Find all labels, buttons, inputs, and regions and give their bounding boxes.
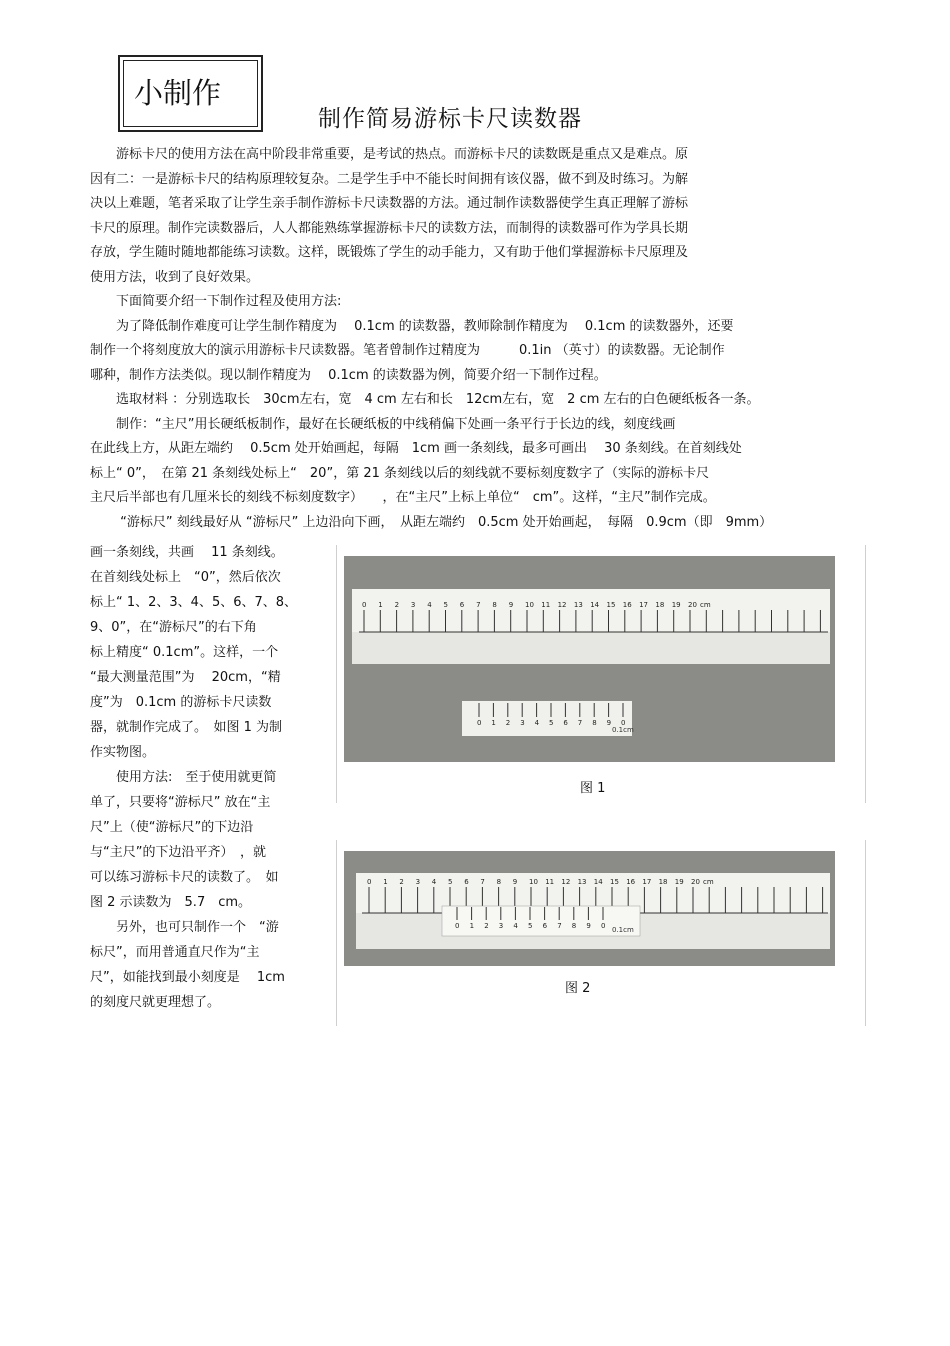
main-tick-label: 2 bbox=[399, 878, 404, 886]
text-line: 9、0”，在“游标尺”的右下角 bbox=[90, 620, 257, 635]
figure-2-caption: 图 2 bbox=[565, 981, 591, 996]
text-line: 选取材料 ：分别选取长 30cm左右，宽 4 cm 左右和长 12cm左右，宽 2 cm 左右的白色硬纸板各一条。 bbox=[90, 392, 760, 407]
text-line: 主尺后半部也有几厘米长的刻线不标刻度数字） ，在“主尺”上标上单位“ cm”。这样，“主尺”制作完成。 bbox=[90, 490, 716, 505]
tag-label: 小制作 bbox=[134, 76, 222, 110]
vernier-precision-label: 0.1cm bbox=[612, 726, 634, 734]
vernier-tick-label: 6 bbox=[542, 922, 548, 930]
vernier-tick-label: 8 bbox=[571, 922, 577, 930]
text-line: 存放，学生随时随地都能练习读数。这样，既锻炼了学生的动手能力，又有助于他们掌握游标卡尺原理及 bbox=[90, 245, 689, 260]
vernier-tick-label: 2 bbox=[505, 719, 511, 727]
main-tick-label: 12 bbox=[557, 601, 567, 609]
text-line: 决以上难题，笔者采取了让学生亲手制作游标卡尺读数器的方法。通过制作读数器使学生真正理解了游标 bbox=[90, 196, 689, 211]
text-line: 标上“ 0”， 在第 21 条刻线处标上“ 20”，第 21 条刻线以后的刻线就不要标刻度数字了（实际的游标卡尺 bbox=[90, 465, 709, 481]
vernier-tick-label: 1 bbox=[469, 922, 475, 930]
main-tick-label: 9 bbox=[512, 878, 518, 886]
main-tick-label: 18 bbox=[655, 601, 665, 609]
text-line: 使用方法: 至于使用就更简 bbox=[90, 770, 277, 785]
main-tick-label: 1 bbox=[378, 601, 383, 609]
main-tick-label: 18 bbox=[658, 878, 668, 886]
tag-box bbox=[118, 55, 263, 132]
main-tick-label: 6 bbox=[464, 878, 469, 886]
main-tick-label: 8 bbox=[492, 601, 497, 609]
text-line: 卡尺的原理。制作完读数器后，人人都能熟练掌握游标卡尺的读数方法，而制得的读数器可作为学具长期 bbox=[90, 220, 689, 236]
main-tick-label: 19 bbox=[674, 878, 684, 886]
vernier-tick-label: 4 bbox=[534, 719, 540, 727]
vernier-tick-label: 5 bbox=[528, 922, 533, 930]
main-tick-label: 20 bbox=[691, 878, 700, 886]
figure-1-caption: 图 1 bbox=[580, 781, 606, 796]
text-line: 可以练习游标卡尺的读数了。 如 bbox=[90, 870, 279, 885]
text-line: 的刻度尺就更理想了。 bbox=[90, 995, 221, 1010]
vernier-tick-label: 0 bbox=[455, 922, 460, 930]
text-line: 标尺”，而用普通直尺作为“主 bbox=[90, 945, 260, 960]
text-line: 尺”上（使“游标尺”的下边沿 bbox=[90, 820, 254, 835]
vernier-precision-label: 0.1cm bbox=[612, 926, 634, 934]
vernier-tick-label: 9 bbox=[586, 922, 591, 930]
vernier-tick-label: 6 bbox=[563, 719, 568, 727]
main-unit-label: cm bbox=[700, 601, 711, 609]
text-line: 画一条刻线，共画 11 条刻线。 bbox=[90, 545, 284, 560]
side-column-text bbox=[90, 540, 330, 1015]
main-tick-label: 19 bbox=[671, 601, 681, 609]
main-tick-label: 4 bbox=[431, 878, 437, 886]
text-line: 单了，只要将“游标尺” 放在“主 bbox=[90, 795, 271, 810]
text-line: 器，就制作完成了。 如图 1 为制 bbox=[90, 720, 283, 735]
main-tick-label: 15 bbox=[606, 601, 616, 609]
text-line: 标上精度“ 0.1cm”。这样，一个 bbox=[90, 645, 279, 660]
vernier-tick-label: 0 bbox=[621, 719, 626, 727]
text-line: 使用方法，收到了良好效果。 bbox=[90, 269, 260, 285]
main-tick-label: 2 bbox=[394, 601, 400, 609]
main-tick-label: 16 bbox=[622, 601, 632, 609]
main-tick-label: 0 bbox=[367, 878, 372, 886]
vernier-tick-label: 7 bbox=[557, 922, 562, 930]
vernier-tick-label: 5 bbox=[549, 719, 554, 727]
text-line: 为了降低制作难度可让学生制作精度为 0.1cm 的读数器，教师除制作精度为 0.1cm 的读数器外，还要 bbox=[90, 318, 734, 334]
vernier-tick-label: 1 bbox=[491, 719, 496, 727]
main-tick-label: 11 bbox=[545, 878, 555, 886]
text-line: 因有二：一是游标卡尺的结构原理较复杂。二是学生手中不能长时间拥有该仪器，做不到及时练习。为解 bbox=[90, 171, 689, 187]
vernier-tick-label: 4 bbox=[513, 922, 518, 930]
vernier-tick-label: 0 bbox=[601, 922, 606, 930]
main-tick-label: 17 bbox=[639, 601, 649, 609]
text-line: 尺”，如能找到最小刻度是 1cm bbox=[90, 970, 285, 985]
text-line: 制作一个将刻度放大的演示用游标卡尺读数器。笔者曾制作过精度为 0.1in （英寸）的读数器。无论制作 bbox=[90, 343, 725, 358]
figure-1-svg bbox=[344, 556, 835, 762]
text-line: 在此线上方，从距左端约 0.5cm 处开始画起，每隔 1cm 画一条刻线，最多可画出 30 条刻线。在首刻线处 bbox=[90, 441, 742, 456]
text-line: 图 2 示读数为 5.7 cm。 bbox=[90, 895, 252, 910]
text-line: 游标卡尺的使用方法在高中阶段非常重要，是考试的热点。而游标卡尺的读数既是重点又是难点。原 bbox=[90, 147, 689, 162]
text-line: 在首刻线处标上 “0”，然后依次 bbox=[90, 570, 281, 585]
figure-2-photo bbox=[344, 851, 835, 966]
text-line: “最大测量范围”为 20cm，“精 bbox=[90, 670, 281, 685]
vernier-tick-label: 3 bbox=[498, 922, 504, 930]
main-tick-label: 14 bbox=[590, 601, 600, 609]
main-tick-label: 11 bbox=[541, 601, 551, 609]
main-tick-label: 17 bbox=[642, 878, 652, 886]
vernier-tick-label: 8 bbox=[592, 719, 597, 727]
paragraph-intro bbox=[90, 143, 860, 535]
main-tick-label: 3 bbox=[410, 601, 416, 609]
text-line: 哪种，制作方法类似。现以制作精度为 0.1cm 的读数器为例，简要介绍一下制作过程。 bbox=[90, 367, 607, 383]
main-tick-label: 9 bbox=[508, 601, 514, 609]
text-line: 另外，也可只制作一个 “游 bbox=[90, 920, 279, 935]
main-tick-label: 4 bbox=[427, 601, 432, 609]
vernier-tick-label: 7 bbox=[577, 719, 583, 727]
main-unit-label: cm bbox=[703, 878, 714, 886]
main-tick-label: 5 bbox=[448, 878, 453, 886]
main-tick-label: 7 bbox=[476, 601, 481, 609]
main-tick-label: 6 bbox=[459, 601, 465, 609]
main-tick-label: 8 bbox=[496, 878, 502, 886]
main-tick-label: 16 bbox=[626, 878, 636, 886]
text-line: 下面简要介绍一下制作过程及使用方法: bbox=[90, 294, 342, 309]
vernier-tick-label: 3 bbox=[520, 719, 525, 727]
main-tick-label: 10 bbox=[529, 878, 538, 886]
vernier-tick-label: 2 bbox=[484, 922, 489, 930]
main-tick-label: 0 bbox=[362, 601, 367, 609]
figure-1-photo bbox=[344, 556, 835, 762]
main-tick-label: 3 bbox=[415, 878, 421, 886]
main-tick-label: 12 bbox=[561, 878, 571, 886]
main-tick-label: 7 bbox=[480, 878, 485, 886]
main-tick-label: 15 bbox=[610, 878, 619, 886]
main-tick-label: 13 bbox=[573, 601, 583, 609]
page-title: 制作简易游标卡尺读数器 bbox=[318, 106, 582, 132]
main-tick-label: 5 bbox=[443, 601, 448, 609]
text-line: 作实物图。 bbox=[90, 745, 156, 760]
main-tick-label: 1 bbox=[383, 878, 388, 886]
text-line: 标上“ 1、2、3、4、5、6、7、8、 bbox=[90, 595, 298, 610]
vernier-tick-label: 9 bbox=[606, 719, 612, 727]
vernier-tick-label: 0 bbox=[477, 719, 482, 727]
main-tick-label: 10 bbox=[525, 601, 534, 609]
text-line: 制作：“主尺”用长硬纸板制作，最好在长硬纸板的中线稍偏下处画一条平行于长边的线，刻度线画 bbox=[90, 416, 676, 432]
text-line: “游标尺” 刻线最好从 “游标尺” 上边沿向下画， 从距左端约 0.5cm 处开始画起， 每隔 0.9cm（即 9mm） bbox=[90, 514, 773, 530]
main-tick-label: 20 bbox=[688, 601, 697, 609]
main-tick-label: 14 bbox=[593, 878, 603, 886]
text-line: 与“主尺”的下边沿平齐） ，就 bbox=[90, 845, 266, 860]
text-line: 度”为 0.1cm 的游标卡尺读数 bbox=[90, 695, 272, 710]
figure-2-svg bbox=[344, 851, 835, 966]
main-tick-label: 13 bbox=[577, 878, 587, 886]
